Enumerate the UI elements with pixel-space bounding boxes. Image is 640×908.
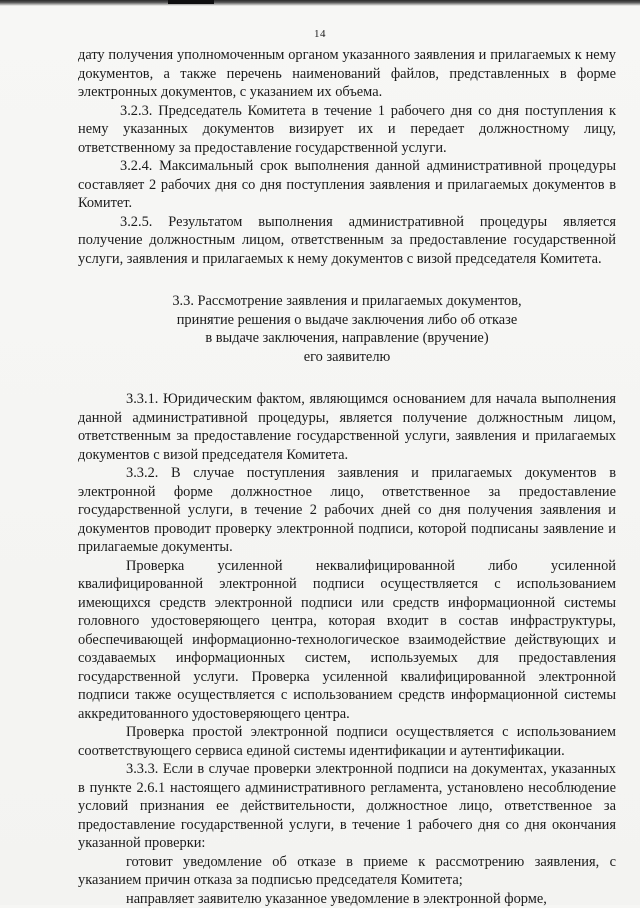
paragraph-signature-check: Проверка усиленной неквалифицированной либо усиленной квалифицированной электронной подписи осуществляется с использованием имеющихся средств электронной подписи или средств информационной системы головного удостоверяющего центра, которая входит в состав инфраструктуры, обеспечивающей информационно-технологическое взаимодействие действующих и создаваемых информационных систем, используемых для предоставления государственной услуги. Проверка усиленной квалифицированной электронной подписи также осуществляется с использованием средств информационной системы аккредитованного удостоверяющего центра. [78, 557, 616, 724]
section-heading-3-3 [78, 292, 616, 366]
paragraph-3-3-1: 3.3.1. Юридическим фактом, являющимся основанием для начала выполнения данной административной процедуры, является получение должностным лицом, ответственным за предоставление государственной услуги, заявления и прилагаемых документов с визой председателя Комитета. [78, 390, 616, 464]
paragraph-3-3-2: 3.3.2. В случае поступления заявления и прилагаемых документов в электронной форме должностное лицо, ответственное за предоставление государственной услуги, в течение 2 рабочих дней со дня получения заявления и документов проводит проверку электронной подписи, которой подписаны заявление и прилагаемые документы. [78, 464, 616, 557]
heading-line-4: его заявителю [118, 348, 576, 367]
scan-mark [168, 0, 214, 4]
paragraph-prepares-notice: готовит уведомление об отказе в приеме к рассмотрению заявления, с указанием причин отказа за подписью председателя Комитета; [78, 853, 616, 890]
heading-line-1: 3.3. Рассмотрение заявления и прилагаемых документов, [118, 292, 576, 311]
page-number: 14 [0, 28, 640, 40]
heading-line-2: принятие решения о выдаче заключения либо об отказе [118, 311, 576, 330]
paragraph-simple-signature: Проверка простой электронной подписи осуществляется с использованием соответствующего сервиса единой системы идентификации и аутентификации. [78, 723, 616, 760]
paragraph-3-2-3: 3.2.3. Председатель Комитета в течение 1 рабочего дня со дня поступления к нему указанных документов визирует их и передает должностному лицу, ответственному за предоставление государственной услуги. [78, 102, 616, 158]
paragraph-continued: дату получения уполномоченным органом указанного заявления и прилагаемых к нему документов, а также перечень наименований файлов, представленных в форме электронных документов, с указанием их объема. [78, 46, 616, 102]
paragraph-3-2-4: 3.2.4. Максимальный срок выполнения данной административной процедуры составляет 2 рабочих дня со дня поступления заявления и прилагаемых документов в Комитет. [78, 157, 616, 213]
document-body [78, 46, 616, 908]
paragraph-3-3-3: 3.3.3. Если в случае проверки электронной подписи на документах, указанных в пункте 2.6.1 настоящего административного регламента, установлено несоблюдение условий признания ее действительности, должностное лицо, ответственное за предоставление государственной услуги, в течение 1 рабочего дня со дня окончания указанной проверки: [78, 760, 616, 853]
paragraph-sends-notice: направляет заявителю указанное уведомление в электронной форме, [78, 890, 616, 908]
heading-line-3: в выдаче заключения, направление (вручение) [118, 329, 576, 348]
paragraph-3-2-5: 3.2.5. Результатом выполнения административной процедуры является получение должностным лицом, ответственным за предоставление государственной услуги, заявления и прилагаемых к нему документов с визой председателя Комитета. [78, 213, 616, 269]
scan-top-edge [0, 0, 640, 6]
